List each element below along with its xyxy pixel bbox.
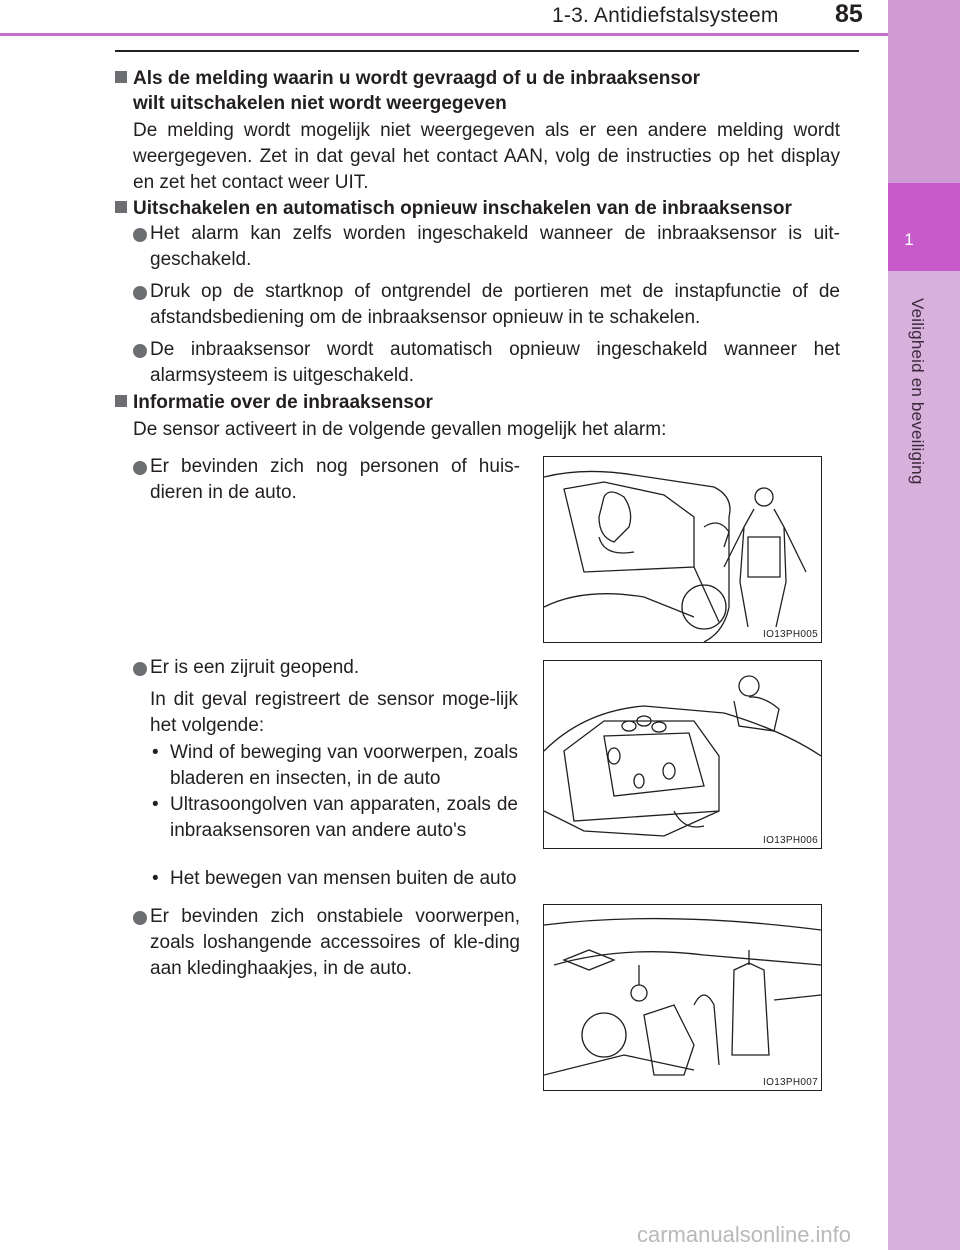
round-bullet-icon bbox=[133, 344, 147, 358]
item-wind: Wind of beweging van voorwerpen, zoals bladeren en insecten, in de auto bbox=[170, 742, 518, 789]
side-tab-top bbox=[888, 0, 960, 183]
heading-uitschakelen: Uitschakelen en automatisch opnieuw inschakelen van de inbraaksensor bbox=[115, 196, 792, 221]
paragraph-informatie: De sensor activeert in de volgende gevallen mogelijk het alarm: bbox=[133, 419, 667, 440]
bullet-alarm: Het alarm kan zelfs worden ingeschakeld wanneer de inbraaksensor is uit-geschakeld. bbox=[150, 223, 840, 270]
side-tab-number-box bbox=[888, 183, 960, 271]
round-bullet-icon bbox=[133, 286, 147, 300]
heading-informatie: Informatie over de inbraaksensor bbox=[115, 390, 433, 415]
case-onstabiele-voorwerpen: Er bevinden zich onstabiele voorwerpen, zoals loshangende accessoires of kle-ding aan kledinghaakjes, in de auto. bbox=[150, 906, 520, 979]
page-number: 85 bbox=[835, 0, 863, 28]
square-bullet-icon bbox=[115, 71, 127, 83]
round-bullet-icon bbox=[133, 911, 147, 925]
section-rule bbox=[115, 50, 859, 52]
round-bullet-icon bbox=[133, 662, 147, 676]
case-zijruit-detail: In dit geval registreert de sensor moge-lijk het volgende: bbox=[150, 689, 518, 736]
square-bullet-icon bbox=[115, 395, 127, 407]
figure-person-dog-car bbox=[543, 456, 822, 643]
chapter-label: Veiligheid en beveiliging bbox=[908, 298, 927, 485]
round-bullet-icon bbox=[133, 461, 147, 475]
dot-bullet-icon: • bbox=[152, 742, 159, 763]
dot-bullet-icon: • bbox=[152, 868, 159, 889]
square-bullet-icon bbox=[115, 201, 127, 213]
case-zijruit: Er is een zijruit geopend. bbox=[150, 657, 360, 678]
item-mensen: Het bewegen van mensen buiten de auto bbox=[170, 868, 517, 889]
section-title: 1-3. Antidiefstalsysteem bbox=[552, 4, 779, 27]
paragraph-melding: De melding wordt mogelijk niet weergegeven als er een andere melding wordt weergegeven. Zet in dat geval het contact AAN, volg de instructies op het display en zet het contact weer UIT. bbox=[133, 120, 840, 193]
watermark: carmanualsonline.info bbox=[637, 1222, 852, 1247]
figure-code: IO13PH005 bbox=[763, 629, 818, 640]
heading-melding: Als de melding waarin u wordt gevraagd of u de inbraaksensor bbox=[115, 66, 700, 91]
header-rule bbox=[0, 33, 888, 36]
item-ultrasoon: Ultrasoongolven van apparaten, zoals de inbraaksensoren van andere auto's bbox=[170, 794, 518, 841]
figure-interior-hanging-items bbox=[543, 904, 822, 1091]
heading-melding-line2: wilt uitschakelen niet wordt weergegeven bbox=[133, 93, 507, 114]
figure-code: IO13PH006 bbox=[763, 835, 818, 846]
chapter-number: 1 bbox=[904, 230, 914, 249]
dot-bullet-icon: • bbox=[152, 794, 159, 815]
figure-window-leaves bbox=[543, 660, 822, 849]
round-bullet-icon bbox=[133, 228, 147, 242]
case-personen: Er bevinden zich nog personen of huis-dieren in de auto. bbox=[150, 456, 520, 503]
bullet-startknop: Druk op de startknop of ontgrendel de portieren met de instapfunctie of de afstandsbediening om de inbraaksensor opnieuw in te schakelen. bbox=[150, 281, 840, 328]
figure-code: IO13PH007 bbox=[763, 1077, 818, 1088]
bullet-automatisch: De inbraaksensor wordt automatisch opnieuw ingeschakeld wanneer het alarmsysteem is uitgeschakeld. bbox=[150, 339, 840, 386]
